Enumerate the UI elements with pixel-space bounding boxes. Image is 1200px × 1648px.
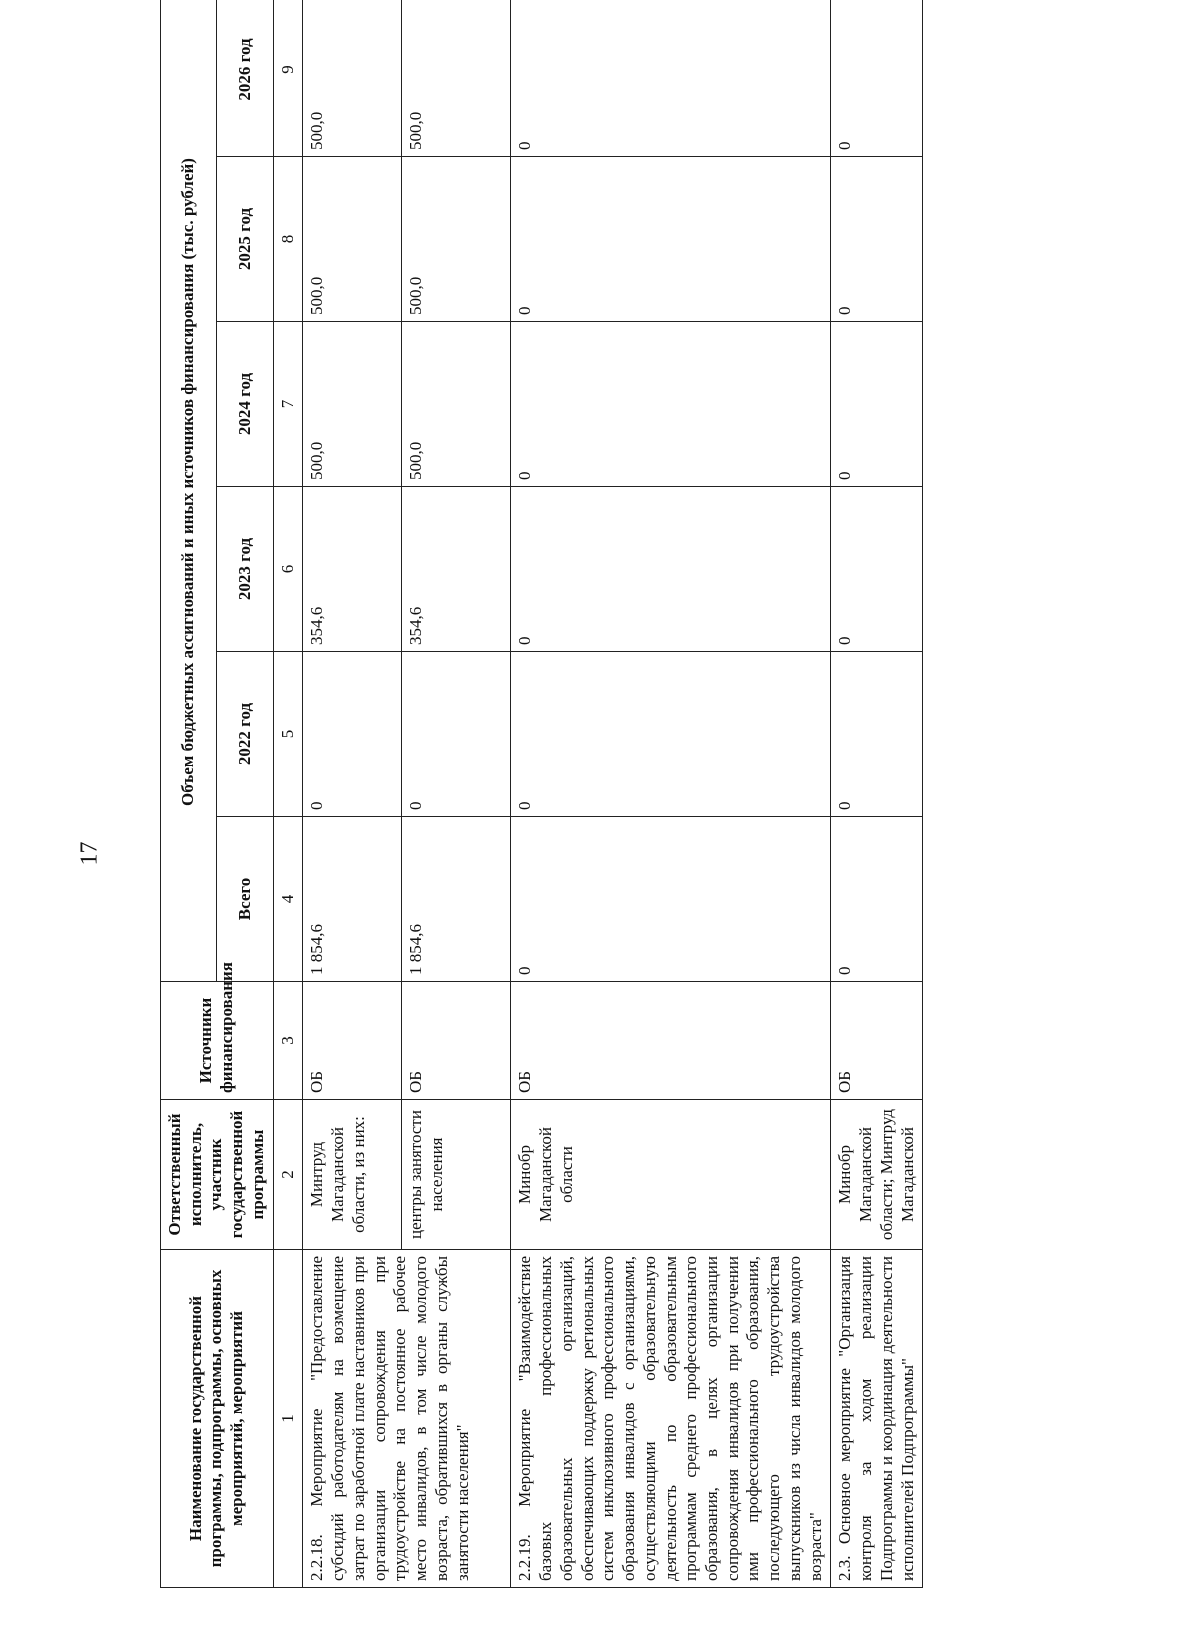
row-name: 2.3. Основное мероприятие "Организация контроля за ходом реализации Подпрограммы и координация деятельности исполнителей Подпрограммы": [831, 1250, 923, 1588]
header-total: Всего: [217, 817, 273, 982]
row-source: ОБ: [402, 982, 511, 1100]
row-source: ОБ: [511, 982, 831, 1100]
column-number: 3: [273, 982, 303, 1100]
row-source: ОБ: [831, 982, 923, 1100]
row-executor: Минтруд Магаданской области, из них:: [303, 1100, 402, 1250]
header-executor: Ответственный исполнитель, участник государственной программы: [161, 1100, 274, 1250]
column-number: 2: [273, 1100, 303, 1250]
column-number: 4: [273, 817, 303, 982]
row-executor: Минобр Магаданской области; Минтруд Магаданской: [831, 1100, 923, 1250]
header-financing-group: Объем бюджетных ассигнований и иных источников финансирования (тыс. рублей): [161, 0, 217, 982]
row-2023: 0: [831, 487, 923, 652]
header-2023: 2023 год: [217, 487, 273, 652]
row-total: 0: [511, 817, 831, 982]
row-2023: 354,6: [303, 487, 402, 652]
table-row: [303, 0, 402, 1588]
header-source: Источники финансирования: [161, 982, 274, 1100]
row-executor: центры занятости населения: [402, 1100, 511, 1250]
row-2022: 0: [402, 652, 511, 817]
row-2024: 0: [511, 322, 831, 487]
row-2024: 0: [831, 322, 923, 487]
row-total: 0: [831, 817, 923, 982]
row-2023: 354,6: [402, 487, 511, 652]
header-2025: 2025 год: [217, 157, 273, 322]
column-number-row: [273, 0, 303, 1588]
table-row: [511, 0, 831, 1588]
row-2022: 0: [511, 652, 831, 817]
row-total: 1 854,6: [402, 817, 511, 982]
row-2025: 500,0: [402, 157, 511, 322]
header-name: Наименование государственной программы, подпрограммы, основных мероприятий, мероприятий: [161, 1250, 274, 1588]
column-number: 1: [273, 1250, 303, 1588]
row-2026: 500,0: [303, 0, 402, 157]
column-number: 8: [273, 157, 303, 322]
financing-table: [160, 0, 923, 1588]
row-2026: 0: [511, 0, 831, 157]
row-2024: 500,0: [402, 322, 511, 487]
column-number: 5: [273, 652, 303, 817]
row-executor: Минобр Магаданской области: [511, 1100, 831, 1250]
column-number: 7: [273, 322, 303, 487]
header-2026: 2026 год: [217, 0, 273, 157]
page-number: 17: [76, 841, 103, 866]
row-2022: 0: [303, 652, 402, 817]
row-name: 2.2.18. Мероприятие "Предоставление субсидий работодателям на возмещение затрат по заработной плате наставников при организации сопровождения при трудоустройстве на постоянное рабочее место инвалидов, в том числе молодого возраста, обратившихся в органы службы занятости населения": [303, 1250, 511, 1588]
row-total: 1 854,6: [303, 817, 402, 982]
row-source: ОБ: [303, 982, 402, 1100]
row-2023: 0: [511, 487, 831, 652]
row-2024: 500,0: [303, 322, 402, 487]
header-2024: 2024 год: [217, 322, 273, 487]
row-2025: 0: [831, 157, 923, 322]
row-name: 2.2.19. Мероприятие "Взаимодействие базовых профессиональных образовательных организаций, обеспечивающих поддержку региональных систем инклюзивного профессионального образования инвалидов с организациями, осуществляющими образовательную деятельность по образовательным программам среднего профессионального образования, в целях организации сопровождения инвалидов при получении ими профессионального образования, последующего трудоустройства выпускников из числа инвалидов молодого возраста": [511, 1250, 831, 1588]
row-2022: 0: [831, 652, 923, 817]
header-2022: 2022 год: [217, 652, 273, 817]
row-2026: 500,0: [402, 0, 511, 157]
row-2025: 0: [511, 157, 831, 322]
row-2026: 0: [831, 0, 923, 157]
column-number: 6: [273, 487, 303, 652]
row-2025: 500,0: [303, 157, 402, 322]
column-number: 9: [273, 0, 303, 157]
table-row: [831, 0, 923, 1588]
